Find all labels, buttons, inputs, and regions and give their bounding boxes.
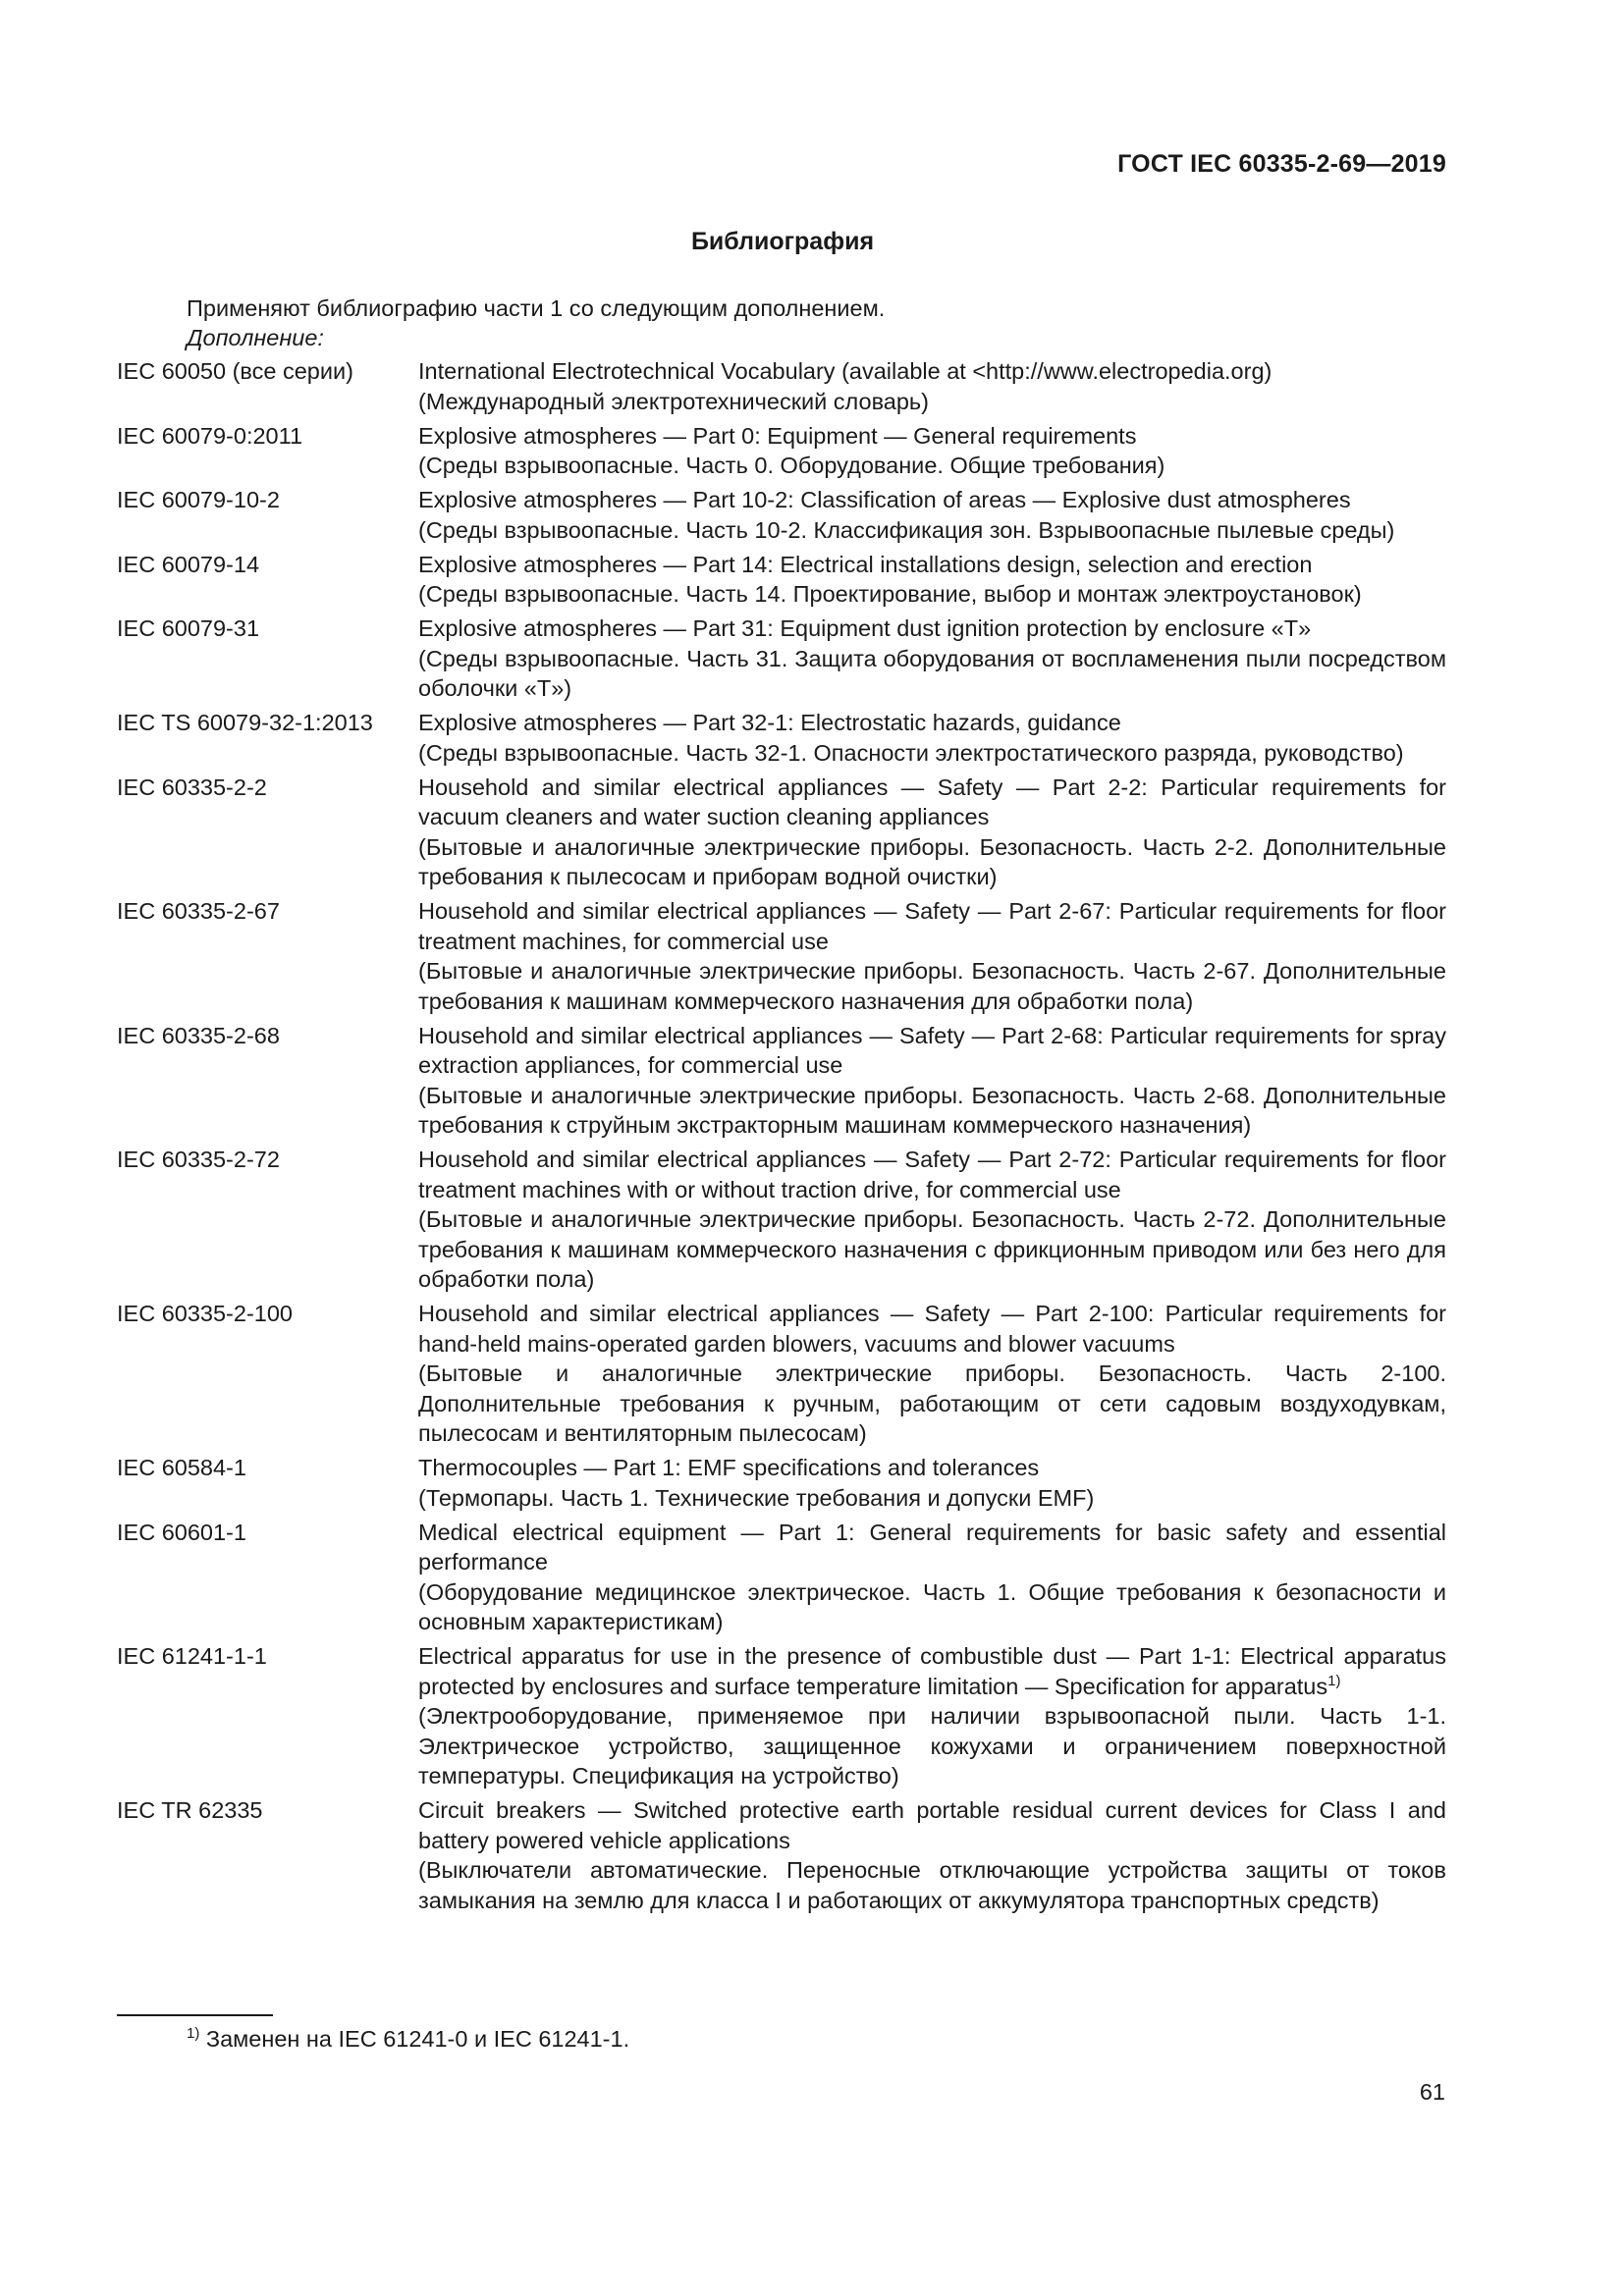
reference-code: IEC 60079-10-2	[117, 487, 280, 512]
reference-title-en: Household and similar electrical appliances — Safety — Part 2-2: Particular requirements for vacuum cleaners and water suction cleaning appliances	[418, 774, 1446, 829]
intro-text: Применяют библиографию части 1 со следующим дополнением.	[187, 295, 886, 321]
reference-title-en-text: Electrical apparatus for use in the presence of combustible dust — Part 1-1: Electrical apparatus protected by enclosures and surface temperature limitation — Specification for apparatus	[418, 1643, 1446, 1699]
reference-entry	[117, 896, 1446, 1016]
reference-code: IEC 60335-2-67	[117, 898, 280, 924]
footnote-divider	[117, 2014, 273, 2016]
reference-title-ru: (Бытовые и аналогичные электрические приборы. Безопасность. Часть 2-67. Дополнительные требования к машинам коммерческого назначения для обработки пола)	[418, 958, 1446, 1014]
reference-entry	[117, 485, 1446, 545]
reference-code: IEC 60079-0:2011	[117, 422, 303, 449]
reference-title-ru: (Выключатели автоматические. Переносные отключающие устройства защиты от токов замыкания на землю для класса I и работающих от аккумулятора транспортных средств)	[418, 1857, 1446, 1913]
reference-body	[418, 485, 1446, 545]
reference-code: IEC 60335-2-2	[117, 774, 267, 800]
reference-entry	[117, 1795, 1446, 1915]
reference-title-en: Household and similar electrical appliances — Safety — Part 2-72: Particular requirements for floor treatment machines with or without traction drive, for commercial use	[418, 1147, 1446, 1202]
reference-title-ru: (Бытовые и аналогичные электрические приборы. Безопасность. Часть 2-72. Дополнительные требования к машинам коммерческого назначения с фрикционным приводом или без него для обработки пола)	[418, 1206, 1446, 1292]
reference-title-ru: (Среды взрывоопасные. Часть 14. Проектирование, выбор и монтаж электроустановок)	[418, 581, 1362, 607]
reference-code: IEC TS 60079-32-1:2013	[117, 710, 373, 735]
reference-body	[418, 773, 1446, 892]
reference-code: IEC TR 62335	[117, 1797, 263, 1823]
reference-entry	[117, 708, 1446, 768]
reference-body	[418, 614, 1446, 704]
reference-title-en: Explosive atmospheres — Part 10-2: Classification of areas — Explosive dust atmospheres	[418, 487, 1351, 512]
reference-entry	[117, 356, 1446, 416]
reference-body	[418, 1145, 1446, 1295]
reference-list	[117, 356, 1446, 1920]
reference-entry	[117, 421, 1446, 481]
reference-entry	[117, 1518, 1446, 1637]
reference-code: IEC 61241-1-1	[117, 1643, 267, 1669]
reference-title-ru: (Бытовые и аналогичные электрические приборы. Безопасность. Часть 2-100. Дополнительные требования к ручным, работающим от сети садовым воздуходувкам, пылесосам и вентиляторным пылесосам)	[418, 1361, 1446, 1446]
reference-code: IEC 60601-1	[117, 1519, 246, 1545]
reference-body	[418, 1299, 1446, 1449]
reference-title-en: Explosive atmospheres — Part 32-1: Electrostatic hazards, guidance	[418, 710, 1121, 735]
reference-entry	[117, 550, 1446, 610]
reference-body	[418, 421, 1446, 481]
reference-code: IEC 60335-2-100	[117, 1301, 293, 1326]
footnote-text: Заменен на IEC 61241-0 и IEC 61241-1.	[205, 2026, 630, 2052]
document-code: ГОСТ IEC 60335-2-69—2019	[1117, 150, 1446, 178]
reference-code: IEC 60335-2-72	[117, 1147, 280, 1172]
reference-code: IEC 60335-2-68	[117, 1022, 280, 1048]
reference-entry	[117, 1453, 1446, 1513]
reference-title-en: Explosive atmospheres — Part 14: Electrical installations design, selection and erection	[418, 551, 1313, 577]
reference-entry	[117, 1145, 1446, 1295]
reference-title-ru: (Термопары. Часть 1. Технические требования и допуски EMF)	[418, 1484, 1095, 1511]
reference-title-ru: (Среды взрывоопасные. Часть 31. Защита оборудования от воспламенения пыли посредством оболочки «T»)	[418, 645, 1446, 701]
reference-code: IEC 60050 (все серии)	[117, 358, 353, 384]
reference-title-en: International Electrotechnical Vocabulary (available at <http://www.electropedia.org)	[418, 358, 1272, 384]
reference-title-en: Explosive atmospheres — Part 0: Equipment — General requirements	[418, 422, 1137, 449]
reference-title-ru: (Бытовые и аналогичные электрические приборы. Безопасность. Часть 2-68. Дополнительные требования к струйным экстракторным машинам коммерческого назначения)	[418, 1082, 1446, 1138]
reference-title-en: Thermocouples — Part 1: EMF specifications and tolerances	[418, 1455, 1040, 1480]
reference-title-ru: (Оборудование медицинское электрическое. Часть 1. Общие требования к безопасности и основным характеристикам)	[418, 1578, 1446, 1634]
reference-body	[418, 1641, 1446, 1791]
supplement-label: Дополнение:	[187, 325, 324, 350]
reference-entry	[117, 1021, 1446, 1141]
reference-title-ru: (Среды взрывоопасные. Часть 0. Оборудование. Общие требования)	[418, 453, 1165, 478]
reference-body	[418, 1518, 1446, 1637]
reference-entry	[117, 614, 1446, 704]
reference-code: IEC 60079-14	[117, 551, 260, 577]
reference-title-en: Explosive atmospheres — Part 31: Equipment dust ignition protection by enclosure «T»	[418, 615, 1312, 641]
reference-title-en: Circuit breakers — Switched protective earth portable residual current devices for Class I and battery powered vehicle applications	[418, 1797, 1446, 1853]
reference-title-en: Medical electrical equipment — Part 1: General requirements for basic safety and essential performance	[418, 1519, 1446, 1575]
reference-entry	[117, 1299, 1446, 1449]
reference-code: IEC 60079-31	[117, 615, 260, 641]
reference-title-ru: (Среды взрывоопасные. Часть 10-2. Классификация зон. Взрывоопасные пылевые среды)	[418, 516, 1395, 543]
reference-title-en: Household and similar electrical appliances — Safety — Part 2-67: Particular requirements for floor treatment machines, for commercial use	[418, 898, 1446, 954]
reference-entry	[117, 773, 1446, 892]
footnote-marker: 1)	[187, 2025, 200, 2042]
footnote	[187, 2024, 629, 2054]
page-title: Библиография	[690, 228, 875, 255]
reference-title-ru: (Бытовые и аналогичные электрические приборы. Безопасность. Часть 2-2. Дополнительные требования к пылесосам и приборам водной очистки)	[418, 833, 1446, 889]
footnote-ref: 1)	[1327, 1672, 1341, 1689]
reference-body	[418, 1021, 1446, 1141]
reference-code: IEC 60584-1	[117, 1455, 246, 1480]
intro	[187, 294, 885, 352]
reference-body	[418, 896, 1446, 1016]
reference-entry	[117, 1641, 1446, 1791]
reference-body	[418, 1795, 1446, 1915]
reference-title-en: Household and similar electrical appliances — Safety — Part 2-68: Particular requirements for spray extraction appliances, for commercial use	[418, 1022, 1446, 1078]
reference-title-ru: (Международный электротехнический словарь)	[418, 388, 930, 414]
reference-title-ru: (Среды взрывоопасные. Часть 32-1. Опасности электростатического разряда, руководство)	[418, 739, 1404, 766]
page-number: 61	[1419, 2079, 1445, 2105]
reference-title-ru: (Электрооборудование, применяемое при наличии взрывоопасной пыли. Часть 1-1. Электрическое устройство, защищенное кожухами и ограничением поверхностной температуры. Спецификация на устройство)	[418, 1703, 1446, 1789]
reference-body	[418, 356, 1446, 416]
reference-title-en	[418, 1641, 1446, 1701]
reference-body	[418, 550, 1446, 610]
reference-body	[418, 1453, 1446, 1513]
reference-body	[418, 708, 1446, 768]
reference-title-en: Household and similar electrical appliances — Safety — Part 2-100: Particular requirements for hand-held mains-operated garden blowers, vacuums and blower vacuums	[418, 1301, 1446, 1357]
